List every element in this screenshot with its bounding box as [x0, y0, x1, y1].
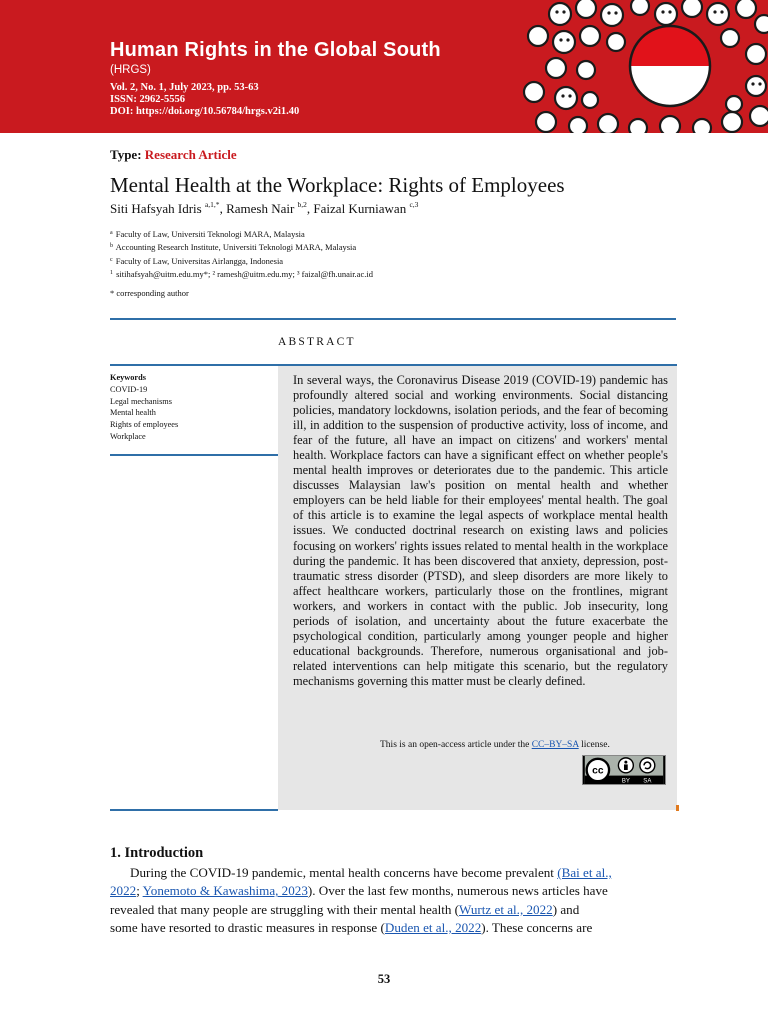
author-affiliation-marker: c,3	[409, 200, 419, 209]
citation-link[interactable]: Wurtz et al., 2022	[459, 901, 553, 917]
journal-abbr: (HRGS)	[110, 64, 151, 76]
paragraph-text: ) and	[552, 901, 580, 917]
badge-by-label: BY	[621, 778, 630, 785]
affiliation-marker: a	[110, 230, 113, 236]
affiliation-marker: 1	[110, 269, 113, 276]
paragraph-line	[110, 901, 676, 919]
paragraph-text: revealed that many people are struggling with their mental health (	[110, 901, 460, 917]
affiliation-marker: b	[110, 243, 113, 250]
corresponding-author-note: * corresponding author	[110, 288, 189, 298]
introduction-paragraph	[110, 864, 676, 938]
keywords-panel	[110, 372, 278, 443]
license-link[interactable]: CC–BY–SA	[531, 740, 579, 750]
page-number: 53	[377, 972, 391, 986]
paragraph-text: ). These concerns are	[481, 920, 593, 936]
divider-keywords-top	[110, 364, 278, 366]
author-separator: ,	[219, 201, 227, 216]
affiliation-item	[110, 254, 373, 267]
keyword-item: Workplace	[110, 431, 146, 441]
license-post: license.	[578, 740, 610, 750]
author-separator: ,	[306, 201, 314, 216]
journal-name: Human Rights in the Global South	[110, 39, 441, 61]
citation-link[interactable]: (Bai et al.,	[557, 865, 612, 880]
article-title: Mental Health at the Workplace: Rights of Employees	[110, 173, 565, 197]
divider-keywords-bottom	[110, 454, 278, 456]
journal-issn: ISSN: 2962-5556	[110, 94, 185, 105]
citation-link[interactable]: Duden et al., 2022	[384, 920, 482, 936]
license-note	[380, 740, 610, 750]
affiliation-marker: c	[110, 256, 113, 263]
abstract-box	[278, 366, 677, 810]
affiliation-text: Faculty of Law, Universiti Teknologi MARA, Malaysia	[113, 229, 305, 239]
affiliation-item	[110, 227, 373, 240]
affiliation-text: Faculty of Law, Universitas Airlangga, Indonesia	[113, 255, 284, 266]
affiliation-list	[110, 227, 373, 280]
affiliation-item	[110, 240, 373, 253]
affiliation-text: Accounting Research Institute, Universiti Teknologi MARA, Malaysia	[114, 242, 357, 253]
journal-volume: Vol. 2, No. 1, July 2023, pp. 53-63	[110, 82, 259, 93]
cc-by-sa-badge[interactable]	[582, 755, 666, 785]
author-name: Siti Hafsyah Idris	[110, 201, 205, 216]
paragraph-line	[110, 864, 676, 882]
abstract-heading: ABSTRACT	[278, 336, 356, 348]
author-name: Ramesh Nair	[226, 201, 298, 216]
svg-text:cc: cc	[592, 765, 604, 777]
article-type	[110, 147, 237, 163]
badge-sa-label: SA	[643, 778, 652, 785]
keyword-item: Legal mechanisms	[110, 396, 172, 406]
license-pre: This is an open-access article under the	[380, 740, 532, 750]
paragraph-text: ;	[136, 883, 143, 899]
citation-link[interactable]: 2022	[110, 883, 137, 899]
paragraph-line	[110, 919, 676, 937]
author-affiliation-marker: a,1,*	[204, 200, 220, 209]
keyword-item: Rights of employees	[110, 420, 179, 430]
abstract-text: In several ways, the Coronavirus Disease 2019 (COVID-19) pandemic has profoundly altered social and working environments. Social distancing policies, mandatory lockdowns, isolation periods, and the fear of becoming ill, in addition to the suspension of productive activity, loss of income, and fear of the future, all have an impact on citizens' and workers' mental health. Workplace factors can have a significant effect on whether people's mental health improves or deteriorates due to the pandemic. This article discusses Malaysian law's position on mental health and whether employers can be held liable for their employees' mental health. The goal of this article is to examine the legal aspects of workplace mental health issues. We conducted doctrinal research on existing laws and policies focusing on workers' rights issues related to mental health in the workplace during the pandemic. It has been discovered that anxiety, depression, post-traumatic stress disorder (PTSD), and sleep disorders are more likely to affect healthcare workers, particularly those on the frontlines, migrant workers, and workers in contact with the public. Job insecurity, long periods of isolation, and uncertainty about the future exacerbate the psychological condition, particularly among younger people and higher educational backgrounds. Therefore, numerous organisational and job-related interventions can help mitigate this scenario, but the regulatory mechanisms governing this matter must be clearly defined.	[293, 373, 668, 688]
crowd-flag-illustration	[520, 0, 768, 133]
paragraph-text: some have resorted to drastic measures in response (	[110, 920, 385, 936]
sa-icon	[640, 758, 655, 773]
corner-accent	[676, 805, 679, 811]
author-name: Faizal Kurniawan	[313, 201, 410, 216]
divider-top	[110, 318, 676, 320]
section-heading-introduction: 1. Introduction	[110, 845, 204, 861]
author-affiliation-marker: b,2	[297, 200, 307, 209]
author-list	[110, 200, 418, 217]
type-label: Type:	[110, 147, 142, 162]
affiliation-item	[110, 267, 373, 280]
type-value: Research Article	[144, 147, 237, 162]
journal-doi[interactable]: DOI: https://doi.org/10.56784/hrgs.v2i1.40	[110, 106, 300, 117]
paragraph-line	[110, 882, 676, 900]
keyword-item: Mental health	[110, 408, 156, 418]
citation-link[interactable]: Yonemoto & Kawashima, 2023	[142, 883, 308, 899]
divider-bottom	[110, 809, 278, 811]
paragraph-text: ). Over the last few months, numerous news articles have	[307, 883, 608, 899]
keywords-heading: Keywords	[110, 373, 146, 382]
affiliation-text: sitihafsyah@uitm.edu.my*; ² ramesh@uitm.edu.my; ³ faizal@fh.unair.ac.id	[114, 268, 373, 279]
keyword-item: COVID-19	[110, 384, 148, 394]
journal-banner	[0, 0, 768, 133]
paragraph-text: During the COVID-19 pandemic, mental health concerns have become prevalent	[130, 865, 558, 880]
